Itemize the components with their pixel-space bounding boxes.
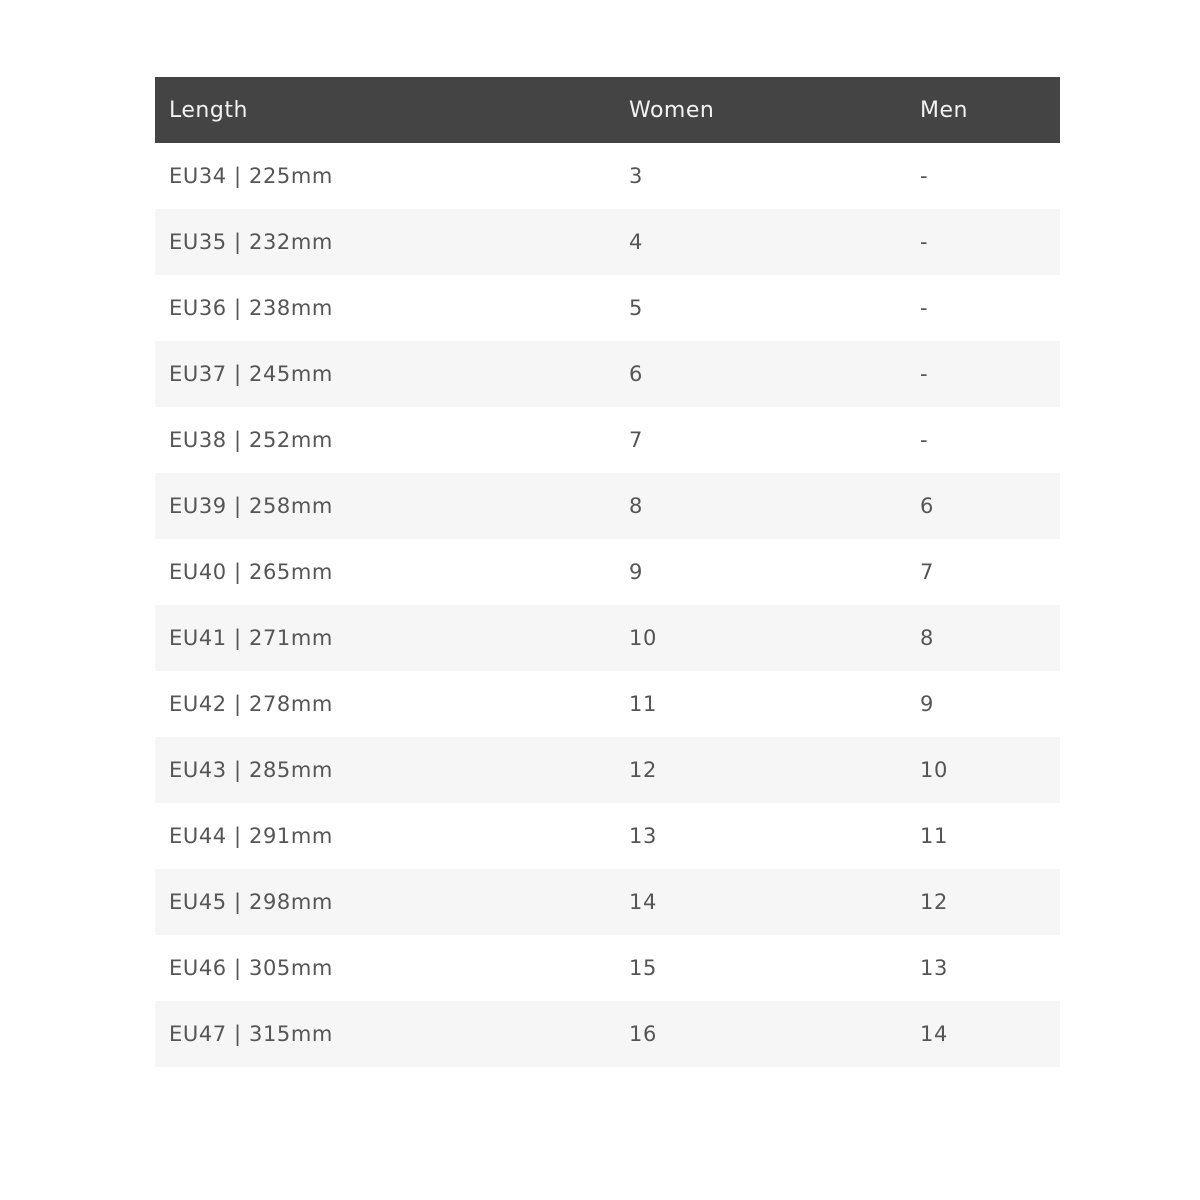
men-size-cell: - <box>920 362 929 386</box>
table-row <box>155 209 1060 275</box>
women-size-cell: 5 <box>629 296 643 320</box>
men-size-cell: - <box>920 296 929 320</box>
length-cell: EU41 | 271mm <box>169 626 333 650</box>
women-size-cell: 6 <box>629 362 643 386</box>
women-size-cell: 16 <box>629 1022 657 1046</box>
length-cell: EU37 | 245mm <box>169 362 333 386</box>
table-row <box>155 143 1060 209</box>
men-size-cell: 8 <box>920 626 934 650</box>
women-size-cell: 11 <box>629 692 657 716</box>
header-row <box>155 77 1060 143</box>
header-women: Women <box>629 97 715 123</box>
length-cell: EU45 | 298mm <box>169 890 333 914</box>
table-row <box>155 539 1060 605</box>
table-row <box>155 1001 1060 1067</box>
women-size-cell: 13 <box>629 824 657 848</box>
men-size-cell: 12 <box>920 890 948 914</box>
men-size-cell: 10 <box>920 758 948 782</box>
length-cell: EU34 | 225mm <box>169 164 333 188</box>
women-size-cell: 15 <box>629 956 657 980</box>
length-cell: EU38 | 252mm <box>169 428 333 452</box>
women-size-cell: 9 <box>629 560 643 584</box>
length-cell: EU43 | 285mm <box>169 758 333 782</box>
table-row <box>155 737 1060 803</box>
length-cell: EU36 | 238mm <box>169 296 333 320</box>
length-cell: EU46 | 305mm <box>169 956 333 980</box>
men-size-cell: 9 <box>920 692 934 716</box>
table-row <box>155 341 1060 407</box>
length-cell: EU47 | 315mm <box>169 1022 333 1046</box>
women-size-cell: 3 <box>629 164 643 188</box>
table-body <box>155 143 1060 1067</box>
men-size-cell: 6 <box>920 494 934 518</box>
women-size-cell: 12 <box>629 758 657 782</box>
women-size-cell: 10 <box>629 626 657 650</box>
women-size-cell: 14 <box>629 890 657 914</box>
women-size-cell: 4 <box>629 230 643 254</box>
table-row <box>155 803 1060 869</box>
table-row <box>155 407 1060 473</box>
table-row <box>155 869 1060 935</box>
table-row <box>155 605 1060 671</box>
length-cell: EU39 | 258mm <box>169 494 333 518</box>
men-size-cell: - <box>920 164 929 188</box>
table-header <box>155 77 1060 143</box>
women-size-cell: 7 <box>629 428 643 452</box>
men-size-cell: - <box>920 428 929 452</box>
men-size-cell: - <box>920 230 929 254</box>
men-size-cell: 11 <box>920 824 948 848</box>
size-chart-table <box>155 77 1060 1067</box>
men-size-cell: 7 <box>920 560 934 584</box>
table-row <box>155 473 1060 539</box>
header-length: Length <box>169 97 248 123</box>
length-cell: EU40 | 265mm <box>169 560 333 584</box>
length-cell: EU42 | 278mm <box>169 692 333 716</box>
length-cell: EU44 | 291mm <box>169 824 333 848</box>
length-cell: EU35 | 232mm <box>169 230 333 254</box>
table-row <box>155 671 1060 737</box>
men-size-cell: 13 <box>920 956 948 980</box>
table-row <box>155 935 1060 1001</box>
header-men: Men <box>920 97 968 123</box>
men-size-cell: 14 <box>920 1022 948 1046</box>
table-row <box>155 275 1060 341</box>
women-size-cell: 8 <box>629 494 643 518</box>
